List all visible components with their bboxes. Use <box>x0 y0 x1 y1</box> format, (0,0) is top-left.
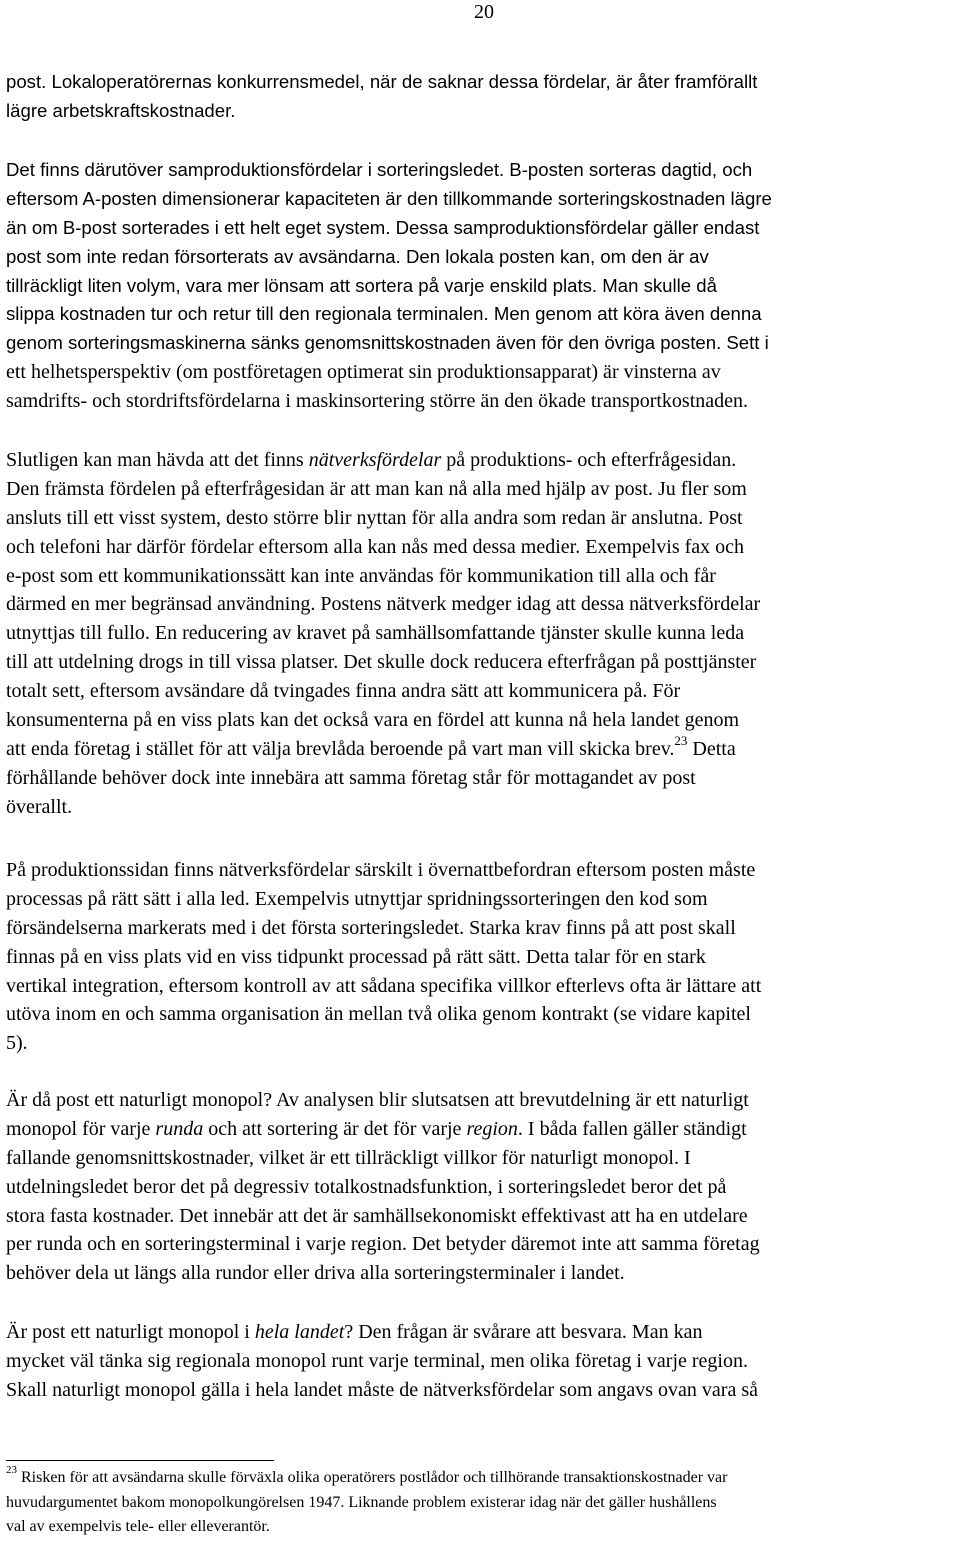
text-run: samdrifts- och stordriftsfördelarna i maskinsortering större än den ökade transportkostnaden. <box>6 390 749 413</box>
footnote-marker: 23 <box>6 1463 17 1476</box>
text-run: och att sortering är det för varje <box>203 1117 467 1140</box>
paragraph <box>6 156 960 416</box>
text-line <box>6 562 960 591</box>
page-number: 20 <box>474 1 494 23</box>
text-line <box>6 504 960 533</box>
text-run: utdelningsledet beror det på degressiv totalkostnadsfunktion, i sorteringsledet beror det på <box>6 1175 727 1198</box>
text-line <box>6 793 960 822</box>
text-run: Risken för att avsändarna skulle förväxla olika operatörers postlådor och tillhörande transaktionskostnader var <box>17 1469 728 1486</box>
text-run: att enda företag i stället för att välja brevlåda beroende på vart man vill skicka brev. <box>6 737 675 760</box>
text-run: per runda och en sorteringsterminal i varje region. Det betyder däremot inte att samma företag <box>6 1233 760 1256</box>
text-run: ? Den frågan är svårare att besvara. Man kan <box>344 1321 703 1343</box>
text-line <box>6 214 960 243</box>
text-run: Skall naturligt monopol gälla i hela landet måste de nätverksfördelar som angavs ovan vara så <box>6 1378 758 1401</box>
text-run: än om B-post sorterades i ett helt eget system. Dessa samproduktionsfördelar gäller endast <box>6 216 760 238</box>
footnote-marker: 23 <box>674 733 688 749</box>
paragraph <box>6 68 960 126</box>
text-run: Slutligen kan man hävda att det finns <box>6 449 309 471</box>
text-run: Är post ett naturligt monopol i <box>6 1321 255 1343</box>
text-line <box>6 677 960 706</box>
text-run: konsumenterna på en viss plats kan det också vara en fördel att kunna nå hela landet genom <box>6 709 740 732</box>
text-line <box>6 706 960 735</box>
text-run: totalt sett, eftersom avsändare då tvingades finna andra sätt att kommunicera på. För <box>6 680 681 703</box>
emphasis-text: runda <box>155 1117 204 1140</box>
text-line <box>6 1347 960 1376</box>
text-line <box>6 358 960 387</box>
text-line <box>6 648 960 677</box>
paragraph <box>6 856 960 1058</box>
text-line <box>6 1230 960 1259</box>
text-run: 5). <box>6 1032 28 1055</box>
text-run: och telefoni har därför fördelar eftersom alla kan nås med dessa medier. Exempelvis fax och <box>6 535 745 558</box>
emphasis-text: region <box>466 1117 518 1140</box>
text-run: e-post som ett kommunikationssätt kan inte användas för kommunikation till alla och får <box>6 564 716 587</box>
footnote <box>6 1463 960 1540</box>
text-line <box>6 1515 960 1540</box>
text-line <box>6 856 960 885</box>
text-run: ansluts till ett visst system, desto större blir nyttan för alla andra som redan är anslutna. Post <box>6 506 743 529</box>
text-line <box>6 387 960 416</box>
text-line <box>6 943 960 972</box>
text-run: fallande genomsnittskostnader, vilket är ett tillräckligt villkor för naturligt monopol. I <box>6 1146 691 1169</box>
text-run: post. Lokaloperatörernas konkurrensmedel, när de saknar dessa fördelar, är åter framförallt <box>6 71 758 92</box>
text-run: Det finns därutöver samproduktionsfördelar i sorteringsledet. B-posten sorteras dagtid, och <box>6 159 753 180</box>
text-run: monopol för varje <box>6 1117 156 1140</box>
footnote-divider <box>6 1460 274 1461</box>
text-line <box>6 972 960 1001</box>
text-line <box>6 97 960 126</box>
text-run: slippa kostnaden tur och retur till den regionala terminalen. Men genom att köra även denna <box>6 303 762 325</box>
text-run: processas på rätt sätt i alla led. Exempelvis utnyttjar spridningssorteringen den kod som <box>6 887 708 910</box>
text-line <box>6 1463 960 1491</box>
text-run: till att utdelning drogs in till vissa platser. Det skulle dock reducera efterfrågan på posttjänster <box>6 651 757 674</box>
text-line <box>6 735 960 764</box>
text-run: . I båda fallen gäller ständigt <box>517 1117 747 1140</box>
text-run: val av exempelvis tele- eller elleverantör. <box>6 1518 270 1535</box>
text-run: lägre arbetskraftskostnader. <box>6 99 236 121</box>
emphasis-text: nätverksfördelar <box>308 449 442 471</box>
text-run: förhållande behöver dock inte innebära att samma företag står för mottagandet av post <box>6 766 696 789</box>
text-run: stora fasta kostnader. Det innebär att det är samhällsekonomiskt effektivast att ha en utdelare <box>6 1204 748 1227</box>
text-line <box>6 590 960 619</box>
text-line <box>6 1376 960 1405</box>
text-run: därmed en mer begränsad användning. Postens nätverk medger idag att dessa nätverksfördelar <box>6 593 761 616</box>
text-line <box>6 272 960 301</box>
paragraph <box>6 1086 960 1288</box>
text-line <box>6 885 960 914</box>
text-run: post som inte redan försorterats av avsändarna. Den lokala posten kan, om den är av <box>6 245 709 267</box>
text-line <box>6 914 960 943</box>
text-run: Är då post ett naturligt monopol? Av analysen blir slutsatsen att brevutdelning är ett naturligt <box>6 1089 749 1111</box>
text-line <box>6 1029 960 1058</box>
text-line <box>6 764 960 793</box>
text-run: vertikal integration, eftersom kontroll av att sådana specifika villkor efterlevs ofta är lättare att <box>6 974 762 997</box>
text-run: eftersom A-posten dimensionerar kapaciteten är den tillkommande sorteringskostnaden lägre <box>6 187 772 209</box>
text-line <box>6 329 960 358</box>
text-line <box>6 185 960 214</box>
text-run: utnyttjas till fullo. En reducering av kravet på samhällsomfattande tjänster skulle kunna leda <box>6 622 745 645</box>
emphasis-text: hela landet <box>254 1321 345 1343</box>
paragraph <box>6 1318 960 1405</box>
text-run: behöver dela ut längs alla rundor eller driva alla sorteringsterminaler i landet. <box>6 1262 625 1285</box>
text-line <box>6 68 960 97</box>
text-line <box>6 156 960 185</box>
text-run: tillräckligt liten volym, vara mer lönsam att sortera på varje enskild plats. Man skulle då <box>6 274 717 296</box>
text-line <box>6 300 960 329</box>
text-run: Detta <box>687 737 736 760</box>
text-run: försändelserna markerats med i det första sorteringsledet. Starka krav finns på att post skall <box>6 916 736 939</box>
paragraph <box>6 446 960 822</box>
text-line <box>6 1144 960 1173</box>
text-run: på produktions- och efterfrågesidan. <box>441 449 737 471</box>
text-line <box>6 1115 960 1144</box>
text-line <box>6 619 960 648</box>
text-line <box>6 1173 960 1202</box>
text-run: Den främsta fördelen på efterfrågesidan är att man kan nå alla med hjälp av post. Ju fler som <box>6 477 747 500</box>
text-line <box>6 475 960 504</box>
text-line <box>6 1318 960 1347</box>
text-line <box>6 1000 960 1029</box>
text-run: huvudargumentet bakom monopolkungörelsen 1947. Liknande problem existerar idag när det gäller hushållens <box>6 1493 717 1511</box>
text-run: finnas på en viss plats vid en viss tidpunkt processad på rätt sätt. Detta talar för en stark <box>6 945 706 968</box>
text-run: mycket väl tänka sig regionala monopol runt varje terminal, men olika företag i varje region. <box>6 1349 748 1372</box>
text-run: På produktionssidan finns nätverksfördelar särskilt i övernattbefordran eftersom posten måste <box>6 859 756 881</box>
text-run: ett helhetsperspektiv (om postföretagen optimerat sin produktionsapparat) är vinsterna av <box>6 361 721 384</box>
text-line <box>6 243 960 272</box>
text-run: genom sorteringsmaskinerna sänks genomsnittskostnaden även för den övriga posten. Sett i <box>6 332 769 354</box>
text-line <box>6 1491 960 1516</box>
text-line <box>6 1202 960 1231</box>
text-line <box>6 1086 960 1115</box>
text-line <box>6 446 960 475</box>
text-run: överallt. <box>6 795 73 818</box>
text-run: utöva inom en och samma organisation än mellan två olika genom kontrakt (se vidare kapitel <box>6 1003 751 1026</box>
text-line <box>6 1259 960 1288</box>
text-line <box>6 533 960 562</box>
